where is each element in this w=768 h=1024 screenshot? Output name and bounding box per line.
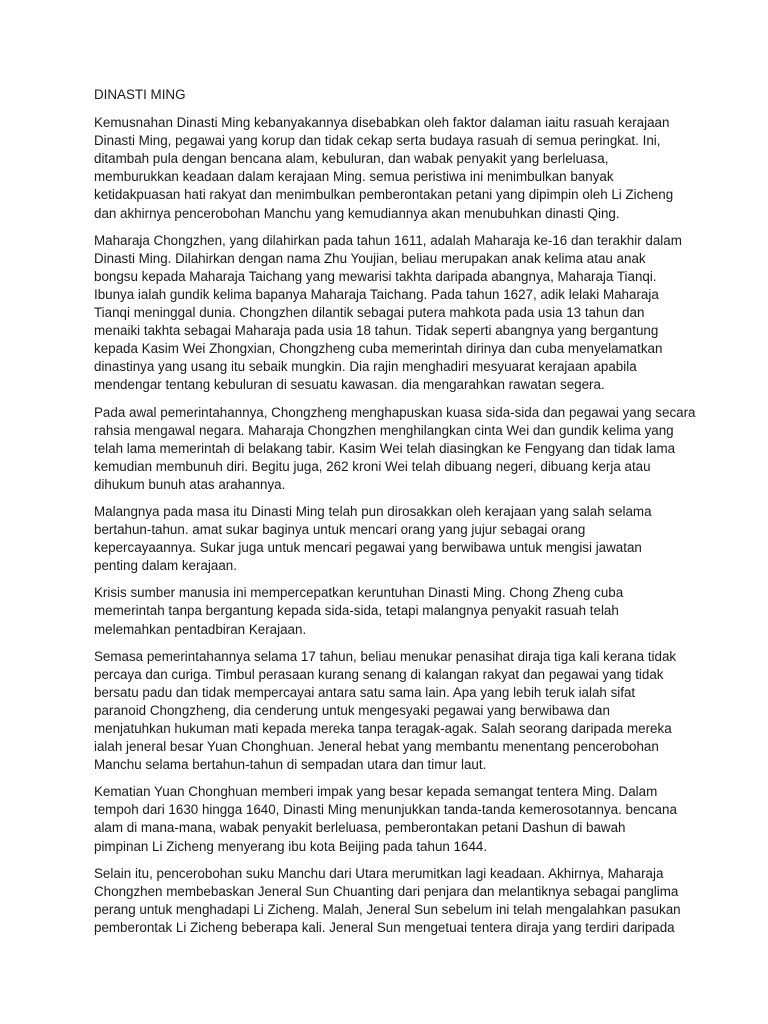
paragraph (94, 783, 682, 855)
text-line: Chongzhen membebaskan Jeneral Sun Chuanting dari penjara dan melantiknya sebagai panglima (94, 883, 679, 899)
text-line: telah lama memerintah di belakang tabir. Kasim Wei telah diasingkan ke Fengyang dan tidak lama (94, 440, 676, 456)
paragraph (94, 114, 682, 223)
text-line: bongsu kepada Maharaja Taichang yang mewarisi takhta daripada abangnya, Maharaja Tianqi. (94, 268, 657, 284)
text-line: percaya dan curiga. Timbul perasaan kurang senang di kalangan rakyat dan pegawai yang tidak (94, 666, 664, 682)
text-line: menjatuhkan hukuman mati kepada mereka tanpa teragak-agak. Salah seorang daripada mereka (94, 721, 672, 736)
text-line: mendengar tentang kebuluran di sesuatu kawasan. dia mengarahkan rawatan segera. (94, 377, 605, 393)
text-line: dinastinya yang usang itu sebaik mungkin. Dia rajin menghadiri mesyuarat kerajaan apabila (94, 359, 637, 375)
text-line: penting dalam kerajaan. (94, 558, 237, 574)
text-line: Semasa pemerintahannya selama 17 tahun, beliau menukar penasihat diraja tiga kali kerana tidak (94, 648, 677, 664)
text-line: Malangnya pada masa itu Dinasti Ming telah pun dirosakkan oleh kerajaan yang salah selama (94, 503, 652, 519)
text-line: Dinasti Ming. Dilahirkan dengan nama Zhu Youjian, beliau merupakan anak kelima atau anak (94, 250, 646, 266)
paragraph (94, 404, 696, 494)
text-line: Tianqi meninggal dunia. Chongzhen dilantik sebagai putera mahkota pada usia 13 tahun dan (94, 305, 645, 321)
text-line: dihukum bunuh atas arahannya. (94, 476, 286, 492)
paragraph (94, 648, 682, 775)
text-line: Dinasti Ming, pegawai yang korup dan tidak cekap serta budaya rasuah di semua peringkat. Ini, (94, 133, 661, 149)
text-line: alam di mana-mana, wabak penyakit berleluasa, pemberontakan petani Dashun di bawah (94, 820, 626, 836)
text-line: ketidakpuasan hati rakyat dan menimbulkan pemberontakan petani yang dipimpin oleh Li Zicheng (94, 187, 674, 203)
text-line: memburukkan keadaan dalam kerajaan Ming. semua peristiwa ini menimbulkan banyak (94, 169, 614, 185)
paragraph (94, 503, 682, 575)
text-line: menaiki takhta sebagai Maharaja pada usia 18 tahun. Tidak seperti abangnya yang bergantung (94, 323, 659, 339)
text-line: Ibunya ialah gundik kelima bapanya Maharaja Taichang. Pada tahun 1627, adik lelaki Maharaja (94, 286, 659, 302)
document-page (94, 86, 696, 946)
text-line: Pada awal pemerintahannya, Chongzheng menghapuskan kuasa sida-sida dan pegawai yang secara (94, 404, 696, 420)
text-line: paranoid Chongzheng, dia cenderung untuk mengesyaki pegawai yang berwibawa dan (94, 702, 610, 718)
text-line: Krisis sumber manusia ini mempercepatkan keruntuhan Dinasti Ming. Chong Zheng cuba (94, 585, 624, 601)
text-line: rahsia mengawal negara. Maharaja Chongzhen menghilangkan cinta Wei dan gundik kelima yang (94, 422, 674, 438)
text-line: pimpinan Li Zicheng menyerang ibu kota Beijing pada tahun 1644. (94, 838, 488, 854)
text-line: bersatu padu dan tidak mempercayai antara satu sama lain. Apa yang lebih teruk ialah sifat (94, 684, 636, 700)
document-body (94, 114, 696, 937)
text-line: bertahun-tahun. amat sukar baginya untuk mencari orang yang jujur sebagai orang (94, 522, 586, 538)
text-line: kepercayaannya. Sukar juga untuk mencari pegawai yang berwibawa untuk mengisi jawatan (94, 540, 642, 556)
paragraph (94, 584, 682, 638)
paragraph (94, 232, 682, 395)
text-line: kepada Kasim Wei Zhongxian, Chongzheng cuba memerintah dirinya dan cuba menyelamatkan (94, 341, 663, 357)
text-line: Maharaja Chongzhen, yang dilahirkan pada tahun 1611, adalah Maharaja ke-16 dan terakhir dalam (94, 232, 682, 248)
text-line: ditambah pula dengan bencana alam, kebuluran, dan wabak penyakit yang berleluasa, (94, 151, 609, 167)
text-line: melemahkan pentadbiran Kerajaan. (94, 621, 307, 637)
text-line: ialah jeneral besar Yuan Chonghuan. Jeneral hebat yang membantu menentang pencerobohan (94, 739, 659, 755)
text-line: tempoh dari 1630 hingga 1640, Dinasti Ming menunjukkan tanda-tanda kemerosotannya. bencana (94, 802, 677, 818)
text-line: kemudian membunuh diri. Begitu juga, 262 kroni Wei telah dibuang negeri, dibuang kerja atau (94, 458, 651, 474)
text-line: perang untuk menghadapi Li Zicheng. Malah, Jeneral Sun sebelum ini telah mengalahkan pasukan (94, 901, 681, 917)
text-line: Selain itu, pencerobohan suku Manchu dari Utara merumitkan lagi keadaan. Akhirnya, Maharaja (94, 865, 664, 881)
text-line: Kematian Yuan Chonghuan memberi impak yang besar kepada semangat tentera Ming. Dalam (94, 784, 658, 800)
text-line: Kemusnahan Dinasti Ming kebanyakannya disebabkan oleh faktor dalaman iaitu rasuah kerajaan (94, 115, 670, 131)
text-line: Manchu selama bertahun-tahun di sempadan utara dan timur laut. (94, 757, 487, 773)
document-title: DINASTI MING (94, 87, 186, 102)
text-line: pemberontak Li Zicheng beberapa kali. Jeneral Sun mengetuai tentera diraja yang terdiri daripada (94, 919, 675, 935)
paragraph (94, 865, 682, 937)
text-line: memerintah tanpa bergantung kepada sida-sida, tetapi malangnya penyakit rasuah telah (94, 603, 619, 619)
text-line: dan akhirnya pencerobohan Manchu yang kemudiannya akan menubuhkan dinasti Qing. (94, 205, 620, 221)
